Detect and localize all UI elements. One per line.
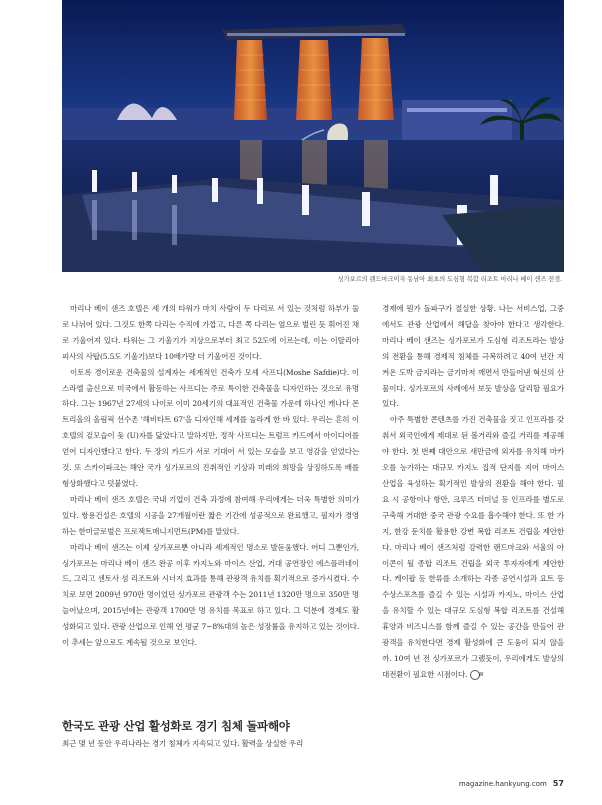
body-paragraph: 경제에 뭔가 돌파구가 절실한 상황. 나는 서비스업, 그중에서도 관광 산업에서 해답을 찾아야 한다고 생각한다. 마리나 베이 샌즈는 싱가포르가 도심형 리조트라는 발상의 전환을 통해 경제적 침체를 극복하려고 40여 년간 지켜온 도박 금지라는 금기마저 깨면서 만들어낸 혁신의 산물이다. 싱가포르의 사례에서 보듯 발상을 달리할 필요가 있다. xyxy=(382,304,564,409)
page-number: 57 xyxy=(552,779,564,788)
left-column xyxy=(62,301,359,651)
subheading-paragraph xyxy=(62,736,359,752)
marina-bay-sands-photo xyxy=(62,0,564,272)
right-column xyxy=(382,301,564,683)
body-paragraph xyxy=(382,412,564,682)
body-paragraph-text: 아주 특별한 콘텐츠를 가진 건축물을 짓고 인프라를 갖춰서 외국인에게 제대로 된 볼거리와 즐길 거리를 제공해야 한다. 첫 번째 대안으로 새만금에 외자를 유치해 마카오를 능가하는 대규모 카지노 집적 단지를 지어 마이스 산업을 육성하는 획기적인 발상의 전환을 해야 한다. 필요 시 공항이나 항만, 크루즈 터미널 등 인프라를 별도로 구축해 거대한 중국 관광 수요를 흡수해야 한다. 또 한 가지, 한강 둔치를 활용한 강변 복합 리조트 건립을 제안한다. 마리나 베이 샌즈처럼 강력한 랜드마크와 서울의 아이콘이 될 종합 리조트 건립을 외국 투자자에게 제안한다. 케이팝 등 한류를 소개하는 각종 공연시설과 요트 등 수상스포츠를 즐길 수 있는 시설과 카지노, 마이스 산업을 유치할 수 있는 대규모 도심형 복합 리조트를 건설해 휴양과 비즈니스를 함께 즐길 수 있는 공간을 만들어 관광객을 유치한다면 경제 활성화에 큰 도움이 되지 않을까. 10여 년 전 싱가포르가 그랬듯이, 우리에게도 발상의 대전환이 필요한 시점이다. xyxy=(382,415,564,679)
body-paragraph: 최근 몇 년 동안 우리나라는 경기 침체가 지속되고 있다. 활력을 상실한 우리 xyxy=(62,739,304,748)
section-subheading: 한국도 관광 산업 활성화로 경기 침체 돌파해야 xyxy=(62,719,290,733)
body-paragraph: 마리나 베이 샌즈 호텔은 국내 기업이 건축 과정에 참여해 우리에게는 더욱 특별한 의미가 있다. 쌍용건설은 호텔의 시공을 27개월이란 짧은 기간에 성공적으로 완료했고, 필자가 경영하는 한미글로벌은 프로젝트매니지먼트(PM)를 맡았다. xyxy=(62,494,359,536)
body-paragraph: 마리나 베이 샌즈 호텔은 세 개의 타워가 마치 사람이 두 다리로 서 있는 것처럼 하부가 둘로 나뉘어 있다. 그것도 한쪽 다리는 수직에 가깝고, 다른 쪽 다리는 옆으로 벌린 듯 휘어진 채로 기울어져 있다. 타워는 그 기울기가 지상으로부터 최고 52도에 이르는데, 이는 이탈리아 피사의 사탑(5.5도 기울기)보다 10배가량 더 기울어진 것이다. xyxy=(62,304,359,361)
body-paragraph: 마리나 베이 샌즈는 이제 싱가포르뿐 아니라 세계적인 명소로 발돋움했다. 어디 그뿐인가, 싱가포르는 마리나 베이 샌즈 완공 이후 카지노와 마이스 산업, 거대 공연장인 에스플러네이드, 그리고 센토사 섬 리조트와 시너지 효과를 통해 관광객 유치를 획기적으로 증가시켰다. 수치로 보면 2009년 970만 명이었던 싱가포르 관광객 수는 2011년 1320만 명으로 350만 명 늘어났으며, 2015년에는 관광객 1700만 명 유치를 목표로 하고 있다. 그 덕분에 경제도 활성화되고 있다. 관광 산업으로 인해 연 평균 7~8%대의 높은 성장률을 유지하고 있는 것이다. 이 추세는 앞으로도 계속될 것으로 보인다. xyxy=(62,542,359,648)
page-footer xyxy=(459,779,564,788)
photo-caption: 싱가포르의 랜드마크이자 동남아 최초의 도심형 복합 리조트 마리나 베이 샌즈 전경. xyxy=(337,276,562,283)
magazine-url: magazine.hankyung.com xyxy=(458,780,547,788)
end-of-article-mark: W xyxy=(470,670,480,680)
body-paragraph: 이토록 경이로운 건축물의 설계자는 세계적인 건축가 모셰 사프디(Moshe Safdie)다. 이스라엘 출신으로 미국에서 활동하는 사프디는 주로 특이한 건축물을 디자인하는 것으로 유명하다. 그는 1967년 27세의 나이로 이미 20세기의 대표적인 건축물 가운데 하나인 캐나다 몬트리올의 올림픽 선수촌 '해비타트 67'을 디자인해 세계를 놀라게 한 바 있다. 우리는 흔히 이 호텔의 겉모습이 돛 (U)자를 닮았다고 말하지만, 정작 사프디는 트럼프 카드에서 아이디어를 얻어 디자인했다고 한다. 두 장의 카드가 서로 기대어 서 있는 모습을 보고 영감을 얻었다는 것. 또 스카이파크는 해안 국가 싱가포르의 진취적인 기상과 미래의 희망을 상징하도록 배를 형상화했다고 덧붙였다. xyxy=(62,367,359,488)
